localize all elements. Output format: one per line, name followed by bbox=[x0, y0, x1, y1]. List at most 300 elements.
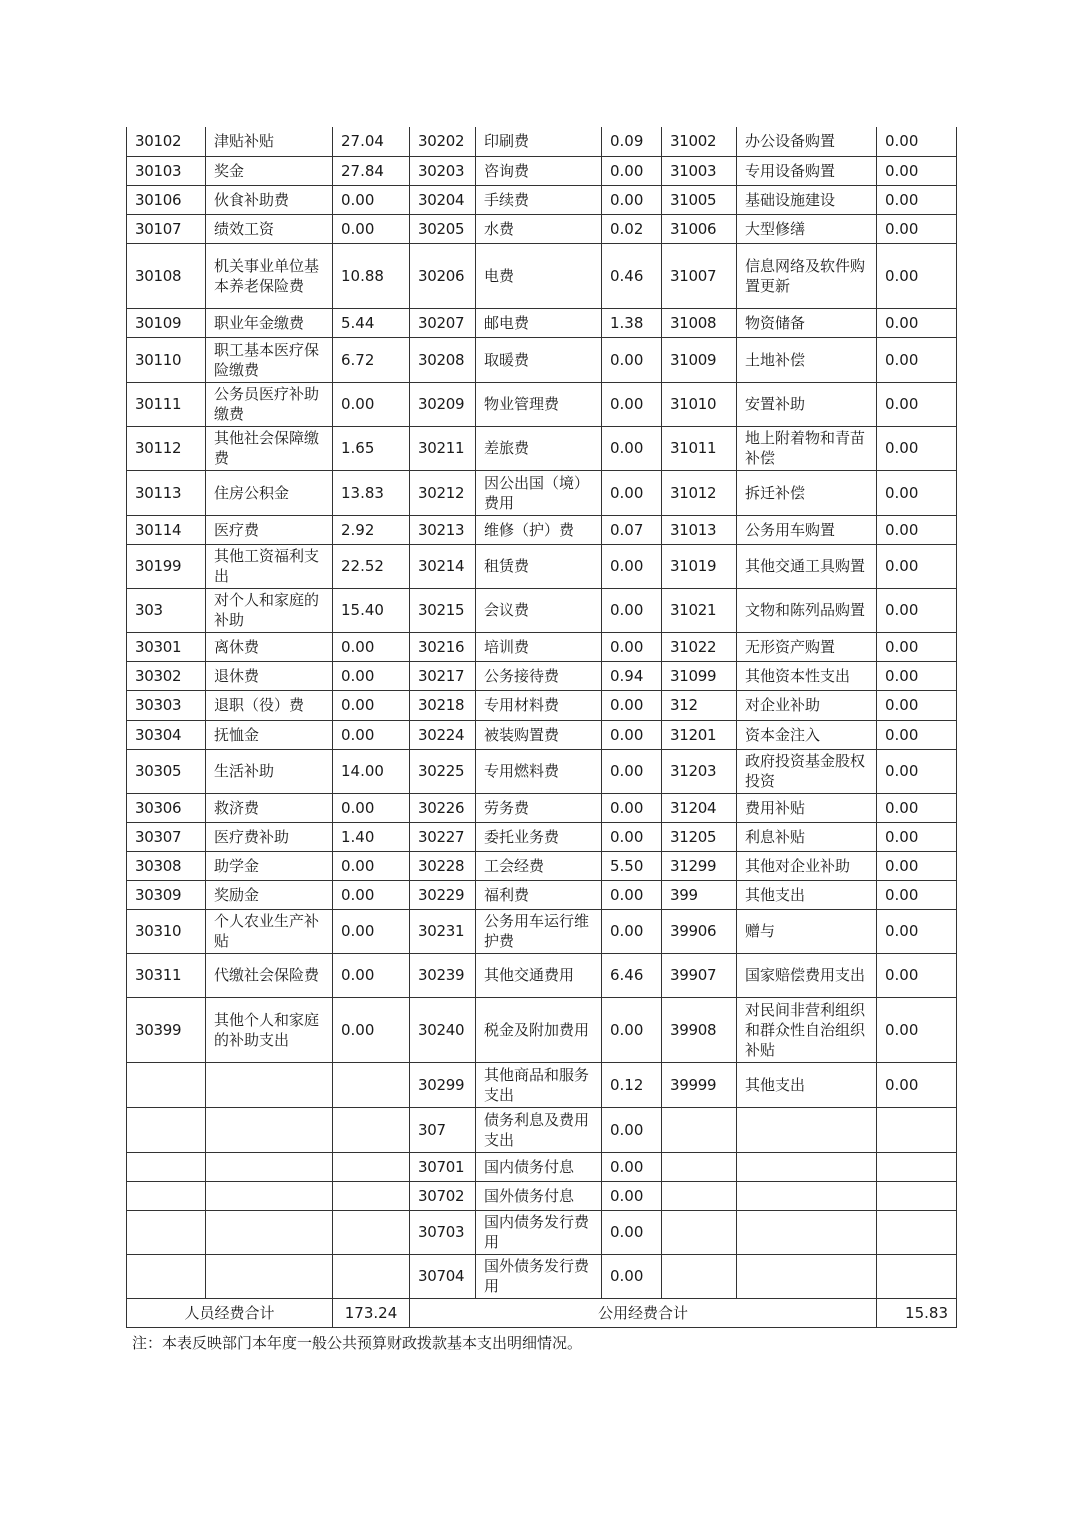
cell-code-2: 30231 bbox=[410, 909, 476, 953]
cell-amount-1: 22.52 bbox=[333, 544, 410, 588]
totals-row bbox=[127, 1298, 957, 1327]
cell-code-1: 30112 bbox=[127, 426, 206, 470]
cell-amount-2: 0.00 bbox=[602, 185, 662, 214]
cell-amount-2: 0.00 bbox=[602, 749, 662, 793]
cell-amount-3: 0.00 bbox=[877, 661, 957, 690]
public-total-label: 公用经费合计 bbox=[410, 1298, 877, 1327]
cell-code-1: 30305 bbox=[127, 749, 206, 793]
cell-code-1: 30310 bbox=[127, 909, 206, 953]
cell-code-2: 30704 bbox=[410, 1254, 476, 1298]
cell-amount-2: 0.00 bbox=[602, 1152, 662, 1181]
cell-code-1 bbox=[127, 1107, 206, 1152]
table-row bbox=[127, 953, 957, 997]
cell-code-2: 30227 bbox=[410, 822, 476, 851]
cell-code-3: 31011 bbox=[662, 426, 737, 470]
cell-item-3: 赠与 bbox=[737, 909, 877, 953]
cell-code-2: 30703 bbox=[410, 1210, 476, 1254]
cell-code-1: 30102 bbox=[127, 127, 206, 156]
cell-code-2: 30208 bbox=[410, 337, 476, 382]
cell-code-2: 30207 bbox=[410, 308, 476, 337]
table-row bbox=[127, 1152, 957, 1181]
cell-item-2: 专用燃料费 bbox=[476, 749, 602, 793]
cell-code-3: 39907 bbox=[662, 953, 737, 997]
cell-amount-3: 0.00 bbox=[877, 470, 957, 515]
cell-amount-2: 0.00 bbox=[602, 909, 662, 953]
cell-amount-1 bbox=[333, 1062, 410, 1107]
cell-amount-1 bbox=[333, 1254, 410, 1298]
cell-amount-2: 0.02 bbox=[602, 214, 662, 243]
table-row bbox=[127, 515, 957, 544]
cell-item-2: 差旅费 bbox=[476, 426, 602, 470]
cell-item-1 bbox=[206, 1107, 333, 1152]
cell-amount-2: 0.00 bbox=[602, 1181, 662, 1210]
table-row bbox=[127, 793, 957, 822]
table-row bbox=[127, 308, 957, 337]
table-row bbox=[127, 214, 957, 243]
cell-code-3 bbox=[662, 1254, 737, 1298]
cell-item-1: 抚恤金 bbox=[206, 720, 333, 749]
cell-item-1: 绩效工资 bbox=[206, 214, 333, 243]
cell-item-2: 水费 bbox=[476, 214, 602, 243]
cell-item-2: 邮电费 bbox=[476, 308, 602, 337]
cell-amount-3: 0.00 bbox=[877, 214, 957, 243]
cell-amount-3: 0.00 bbox=[877, 588, 957, 632]
cell-amount-3: 0.00 bbox=[877, 953, 957, 997]
cell-item-3: 拆迁补偿 bbox=[737, 470, 877, 515]
cell-amount-1 bbox=[333, 1181, 410, 1210]
cell-item-1: 其他工资福利支出 bbox=[206, 544, 333, 588]
cell-code-1: 30199 bbox=[127, 544, 206, 588]
cell-code-2: 30701 bbox=[410, 1152, 476, 1181]
cell-amount-1: 27.84 bbox=[333, 156, 410, 185]
personnel-total-label: 人员经费合计 bbox=[127, 1298, 333, 1327]
cell-code-1: 30306 bbox=[127, 793, 206, 822]
table-row bbox=[127, 588, 957, 632]
cell-amount-3: 0.00 bbox=[877, 185, 957, 214]
cell-amount-1: 13.83 bbox=[333, 470, 410, 515]
cell-item-2: 工会经费 bbox=[476, 851, 602, 880]
budget-detail-table bbox=[126, 127, 957, 1328]
cell-item-2: 国外债务付息 bbox=[476, 1181, 602, 1210]
cell-amount-3: 0.00 bbox=[877, 308, 957, 337]
cell-item-3 bbox=[737, 1152, 877, 1181]
cell-code-2: 30228 bbox=[410, 851, 476, 880]
cell-amount-2: 0.00 bbox=[602, 1210, 662, 1254]
table-row bbox=[127, 880, 957, 909]
cell-amount-2: 0.94 bbox=[602, 661, 662, 690]
cell-code-2: 30209 bbox=[410, 382, 476, 426]
cell-code-3: 31019 bbox=[662, 544, 737, 588]
cell-amount-1: 0.00 bbox=[333, 953, 410, 997]
cell-item-2: 其他商品和服务支出 bbox=[476, 1062, 602, 1107]
cell-amount-1: 1.40 bbox=[333, 822, 410, 851]
cell-code-3: 31010 bbox=[662, 382, 737, 426]
cell-amount-3: 0.00 bbox=[877, 337, 957, 382]
cell-amount-1: 0.00 bbox=[333, 214, 410, 243]
cell-item-3: 安置补助 bbox=[737, 382, 877, 426]
cell-amount-1: 0.00 bbox=[333, 720, 410, 749]
table-row bbox=[127, 909, 957, 953]
cell-code-1: 30308 bbox=[127, 851, 206, 880]
cell-code-3 bbox=[662, 1152, 737, 1181]
cell-code-2: 30212 bbox=[410, 470, 476, 515]
cell-code-1: 30109 bbox=[127, 308, 206, 337]
cell-amount-1: 0.00 bbox=[333, 909, 410, 953]
cell-item-1 bbox=[206, 1254, 333, 1298]
cell-item-2: 税金及附加费用 bbox=[476, 997, 602, 1062]
public-total-value: 15.83 bbox=[877, 1298, 957, 1327]
cell-item-3: 专用设备购置 bbox=[737, 156, 877, 185]
cell-code-3: 31204 bbox=[662, 793, 737, 822]
cell-amount-2: 0.09 bbox=[602, 127, 662, 156]
cell-item-2: 国内债务发行费用 bbox=[476, 1210, 602, 1254]
cell-amount-2: 0.00 bbox=[602, 382, 662, 426]
cell-code-3: 31005 bbox=[662, 185, 737, 214]
cell-item-3: 利息补贴 bbox=[737, 822, 877, 851]
cell-amount-3 bbox=[877, 1181, 957, 1210]
cell-amount-2: 0.00 bbox=[602, 1107, 662, 1152]
cell-item-2: 被装购置费 bbox=[476, 720, 602, 749]
cell-code-3: 31205 bbox=[662, 822, 737, 851]
cell-item-1: 伙食补助费 bbox=[206, 185, 333, 214]
cell-amount-3: 0.00 bbox=[877, 426, 957, 470]
cell-amount-2: 0.00 bbox=[602, 470, 662, 515]
cell-code-1: 30106 bbox=[127, 185, 206, 214]
cell-amount-3: 0.00 bbox=[877, 997, 957, 1062]
cell-amount-3: 0.00 bbox=[877, 909, 957, 953]
cell-item-3: 费用补贴 bbox=[737, 793, 877, 822]
cell-amount-3: 0.00 bbox=[877, 851, 957, 880]
cell-amount-1 bbox=[333, 1152, 410, 1181]
cell-item-1: 其他个人和家庭的补助支出 bbox=[206, 997, 333, 1062]
cell-amount-3: 0.00 bbox=[877, 749, 957, 793]
table-row bbox=[127, 1181, 957, 1210]
table-row bbox=[127, 1062, 957, 1107]
cell-code-3: 39908 bbox=[662, 997, 737, 1062]
cell-item-2: 公务用车运行维护费 bbox=[476, 909, 602, 953]
cell-code-2: 30214 bbox=[410, 544, 476, 588]
cell-item-1: 助学金 bbox=[206, 851, 333, 880]
cell-code-3: 31099 bbox=[662, 661, 737, 690]
table-row bbox=[127, 632, 957, 661]
table-row bbox=[127, 426, 957, 470]
cell-code-2: 30224 bbox=[410, 720, 476, 749]
cell-code-2: 30215 bbox=[410, 588, 476, 632]
cell-amount-2: 0.00 bbox=[602, 793, 662, 822]
cell-item-1: 代缴社会保险费 bbox=[206, 953, 333, 997]
table-note: 注：本表反映部门本年度一般公共预算财政拨款基本支出明细情况。 bbox=[132, 1334, 583, 1352]
cell-amount-1 bbox=[333, 1107, 410, 1152]
cell-amount-2: 0.00 bbox=[602, 690, 662, 720]
cell-code-3: 31009 bbox=[662, 337, 737, 382]
cell-amount-3 bbox=[877, 1210, 957, 1254]
cell-code-1 bbox=[127, 1254, 206, 1298]
cell-amount-1: 0.00 bbox=[333, 661, 410, 690]
cell-amount-1: 0.00 bbox=[333, 793, 410, 822]
table-row bbox=[127, 822, 957, 851]
cell-amount-3: 0.00 bbox=[877, 515, 957, 544]
cell-code-1: 30399 bbox=[127, 997, 206, 1062]
cell-amount-1: 0.00 bbox=[333, 851, 410, 880]
cell-item-1: 退职（役）费 bbox=[206, 690, 333, 720]
cell-code-2: 30240 bbox=[410, 997, 476, 1062]
cell-item-2: 印刷费 bbox=[476, 127, 602, 156]
cell-code-1: 30113 bbox=[127, 470, 206, 515]
cell-item-3: 其他支出 bbox=[737, 880, 877, 909]
cell-amount-3: 0.00 bbox=[877, 127, 957, 156]
cell-code-1 bbox=[127, 1062, 206, 1107]
cell-amount-1: 2.92 bbox=[333, 515, 410, 544]
table-row bbox=[127, 337, 957, 382]
cell-code-2: 30217 bbox=[410, 661, 476, 690]
cell-item-2: 取暖费 bbox=[476, 337, 602, 382]
table-row bbox=[127, 1107, 957, 1152]
cell-item-3: 对民间非营利组织和群众性自治组织补贴 bbox=[737, 997, 877, 1062]
cell-code-1: 30311 bbox=[127, 953, 206, 997]
cell-item-1 bbox=[206, 1210, 333, 1254]
cell-code-3: 31008 bbox=[662, 308, 737, 337]
cell-amount-2: 0.00 bbox=[602, 588, 662, 632]
cell-amount-2: 0.00 bbox=[602, 544, 662, 588]
cell-item-3: 无形资产购置 bbox=[737, 632, 877, 661]
cell-code-3 bbox=[662, 1107, 737, 1152]
cell-amount-1: 0.00 bbox=[333, 690, 410, 720]
table-row bbox=[127, 851, 957, 880]
cell-item-1: 机关事业单位基本养老保险费 bbox=[206, 243, 333, 308]
cell-amount-1: 1.65 bbox=[333, 426, 410, 470]
cell-item-1: 生活补助 bbox=[206, 749, 333, 793]
cell-code-1: 30309 bbox=[127, 880, 206, 909]
cell-item-3: 基础设施建设 bbox=[737, 185, 877, 214]
cell-code-3: 31002 bbox=[662, 127, 737, 156]
cell-item-3: 信息网络及软件购置更新 bbox=[737, 243, 877, 308]
table-row bbox=[127, 749, 957, 793]
cell-item-1: 职工基本医疗保险缴费 bbox=[206, 337, 333, 382]
cell-item-2: 维修（护）费 bbox=[476, 515, 602, 544]
cell-amount-2: 0.07 bbox=[602, 515, 662, 544]
cell-item-3: 资本金注入 bbox=[737, 720, 877, 749]
cell-code-3: 312 bbox=[662, 690, 737, 720]
table-row bbox=[127, 127, 957, 156]
table-body bbox=[127, 127, 957, 1298]
cell-item-3: 公务用车购置 bbox=[737, 515, 877, 544]
cell-item-2: 电费 bbox=[476, 243, 602, 308]
cell-code-1: 30303 bbox=[127, 690, 206, 720]
cell-code-2: 30702 bbox=[410, 1181, 476, 1210]
cell-code-2: 307 bbox=[410, 1107, 476, 1152]
cell-item-2: 国内债务付息 bbox=[476, 1152, 602, 1181]
cell-code-2: 30204 bbox=[410, 185, 476, 214]
cell-item-3: 政府投资基金股权投资 bbox=[737, 749, 877, 793]
cell-item-3: 办公设备购置 bbox=[737, 127, 877, 156]
cell-amount-2: 0.00 bbox=[602, 426, 662, 470]
cell-item-1: 住房公积金 bbox=[206, 470, 333, 515]
cell-item-3: 物资储备 bbox=[737, 308, 877, 337]
cell-item-1: 退休费 bbox=[206, 661, 333, 690]
cell-item-3 bbox=[737, 1210, 877, 1254]
cell-amount-3: 0.00 bbox=[877, 793, 957, 822]
cell-item-1 bbox=[206, 1152, 333, 1181]
cell-code-1: 30304 bbox=[127, 720, 206, 749]
cell-amount-3: 0.00 bbox=[877, 690, 957, 720]
cell-item-2: 手续费 bbox=[476, 185, 602, 214]
cell-code-3: 399 bbox=[662, 880, 737, 909]
cell-code-1: 30302 bbox=[127, 661, 206, 690]
cell-item-1 bbox=[206, 1181, 333, 1210]
cell-code-1: 30103 bbox=[127, 156, 206, 185]
cell-code-1 bbox=[127, 1181, 206, 1210]
cell-amount-2: 0.00 bbox=[602, 997, 662, 1062]
table-row bbox=[127, 661, 957, 690]
cell-code-1: 30114 bbox=[127, 515, 206, 544]
cell-amount-1: 6.72 bbox=[333, 337, 410, 382]
cell-amount-3: 0.00 bbox=[877, 156, 957, 185]
cell-item-3: 对企业补助 bbox=[737, 690, 877, 720]
cell-amount-3: 0.00 bbox=[877, 880, 957, 909]
cell-code-2: 30218 bbox=[410, 690, 476, 720]
cell-item-2: 咨询费 bbox=[476, 156, 602, 185]
cell-item-3: 其他对企业补助 bbox=[737, 851, 877, 880]
cell-code-3: 31201 bbox=[662, 720, 737, 749]
cell-code-2: 30206 bbox=[410, 243, 476, 308]
cell-item-1: 津贴补贴 bbox=[206, 127, 333, 156]
cell-item-1: 救济费 bbox=[206, 793, 333, 822]
cell-amount-3 bbox=[877, 1107, 957, 1152]
cell-item-1: 医疗费 bbox=[206, 515, 333, 544]
cell-code-1: 30108 bbox=[127, 243, 206, 308]
cell-code-3: 31021 bbox=[662, 588, 737, 632]
cell-code-2: 30299 bbox=[410, 1062, 476, 1107]
cell-item-3: 其他资本性支出 bbox=[737, 661, 877, 690]
cell-item-3: 大型修缮 bbox=[737, 214, 877, 243]
cell-item-2: 国外债务发行费用 bbox=[476, 1254, 602, 1298]
cell-item-1: 奖励金 bbox=[206, 880, 333, 909]
cell-item-3: 国家赔偿费用支出 bbox=[737, 953, 877, 997]
cell-item-2: 福利费 bbox=[476, 880, 602, 909]
cell-item-1: 公务员医疗补助缴费 bbox=[206, 382, 333, 426]
cell-item-3 bbox=[737, 1107, 877, 1152]
cell-code-2: 30211 bbox=[410, 426, 476, 470]
cell-item-3: 地上附着物和青苗补偿 bbox=[737, 426, 877, 470]
cell-item-2: 租赁费 bbox=[476, 544, 602, 588]
cell-code-3: 31299 bbox=[662, 851, 737, 880]
cell-amount-2: 0.00 bbox=[602, 880, 662, 909]
cell-code-2: 30213 bbox=[410, 515, 476, 544]
cell-item-1: 医疗费补助 bbox=[206, 822, 333, 851]
cell-amount-1: 5.44 bbox=[333, 308, 410, 337]
cell-code-1: 30307 bbox=[127, 822, 206, 851]
cell-code-2: 30239 bbox=[410, 953, 476, 997]
cell-amount-3: 0.00 bbox=[877, 632, 957, 661]
cell-code-3 bbox=[662, 1210, 737, 1254]
cell-code-3: 31012 bbox=[662, 470, 737, 515]
cell-code-3: 31003 bbox=[662, 156, 737, 185]
cell-code-2: 30203 bbox=[410, 156, 476, 185]
cell-code-3 bbox=[662, 1181, 737, 1210]
cell-amount-1: 15.40 bbox=[333, 588, 410, 632]
cell-item-2: 债务利息及费用支出 bbox=[476, 1107, 602, 1152]
cell-code-1: 303 bbox=[127, 588, 206, 632]
cell-amount-3: 0.00 bbox=[877, 243, 957, 308]
cell-amount-2: 0.00 bbox=[602, 632, 662, 661]
cell-item-2: 其他交通费用 bbox=[476, 953, 602, 997]
table-row bbox=[127, 382, 957, 426]
cell-code-3: 39906 bbox=[662, 909, 737, 953]
table-row bbox=[127, 1254, 957, 1298]
cell-item-2: 公务接待费 bbox=[476, 661, 602, 690]
cell-amount-3: 0.00 bbox=[877, 544, 957, 588]
cell-amount-2: 0.00 bbox=[602, 720, 662, 749]
cell-amount-1: 10.88 bbox=[333, 243, 410, 308]
cell-amount-1: 0.00 bbox=[333, 880, 410, 909]
cell-amount-3: 0.00 bbox=[877, 1062, 957, 1107]
cell-item-3: 土地补偿 bbox=[737, 337, 877, 382]
table-row bbox=[127, 243, 957, 308]
cell-code-1: 30301 bbox=[127, 632, 206, 661]
table-row bbox=[127, 690, 957, 720]
cell-amount-2: 0.12 bbox=[602, 1062, 662, 1107]
cell-item-2: 委托业务费 bbox=[476, 822, 602, 851]
cell-code-3: 31007 bbox=[662, 243, 737, 308]
table-row bbox=[127, 185, 957, 214]
cell-amount-3: 0.00 bbox=[877, 822, 957, 851]
cell-code-2: 30202 bbox=[410, 127, 476, 156]
cell-item-3: 其他交通工具购置 bbox=[737, 544, 877, 588]
personnel-total-value: 173.24 bbox=[333, 1298, 410, 1327]
cell-code-1: 30107 bbox=[127, 214, 206, 243]
cell-amount-1: 0.00 bbox=[333, 997, 410, 1062]
cell-amount-2: 0.00 bbox=[602, 156, 662, 185]
cell-amount-1: 14.00 bbox=[333, 749, 410, 793]
cell-item-2: 培训费 bbox=[476, 632, 602, 661]
cell-item-1 bbox=[206, 1062, 333, 1107]
cell-code-3: 31022 bbox=[662, 632, 737, 661]
cell-code-2: 30225 bbox=[410, 749, 476, 793]
cell-amount-1: 27.04 bbox=[333, 127, 410, 156]
cell-amount-2: 0.46 bbox=[602, 243, 662, 308]
table-row bbox=[127, 156, 957, 185]
cell-amount-2: 0.00 bbox=[602, 337, 662, 382]
cell-item-2: 因公出国（境）费用 bbox=[476, 470, 602, 515]
cell-item-3 bbox=[737, 1254, 877, 1298]
cell-code-3: 31006 bbox=[662, 214, 737, 243]
cell-item-1: 离休费 bbox=[206, 632, 333, 661]
cell-item-2: 物业管理费 bbox=[476, 382, 602, 426]
table-row bbox=[127, 544, 957, 588]
cell-code-2: 30205 bbox=[410, 214, 476, 243]
cell-code-1 bbox=[127, 1152, 206, 1181]
cell-amount-2: 5.50 bbox=[602, 851, 662, 880]
cell-code-2: 30226 bbox=[410, 793, 476, 822]
cell-amount-1: 0.00 bbox=[333, 382, 410, 426]
table-row bbox=[127, 470, 957, 515]
cell-code-2: 30216 bbox=[410, 632, 476, 661]
cell-amount-2: 0.00 bbox=[602, 1254, 662, 1298]
cell-amount-2: 0.00 bbox=[602, 822, 662, 851]
cell-item-1: 职业年金缴费 bbox=[206, 308, 333, 337]
cell-item-1: 个人农业生产补贴 bbox=[206, 909, 333, 953]
table-row bbox=[127, 1210, 957, 1254]
table-row bbox=[127, 997, 957, 1062]
cell-item-1: 对个人和家庭的补助 bbox=[206, 588, 333, 632]
cell-item-3 bbox=[737, 1181, 877, 1210]
cell-code-1: 30110 bbox=[127, 337, 206, 382]
cell-code-1 bbox=[127, 1210, 206, 1254]
cell-item-2: 劳务费 bbox=[476, 793, 602, 822]
cell-item-3: 其他支出 bbox=[737, 1062, 877, 1107]
cell-amount-3: 0.00 bbox=[877, 720, 957, 749]
cell-amount-3 bbox=[877, 1254, 957, 1298]
